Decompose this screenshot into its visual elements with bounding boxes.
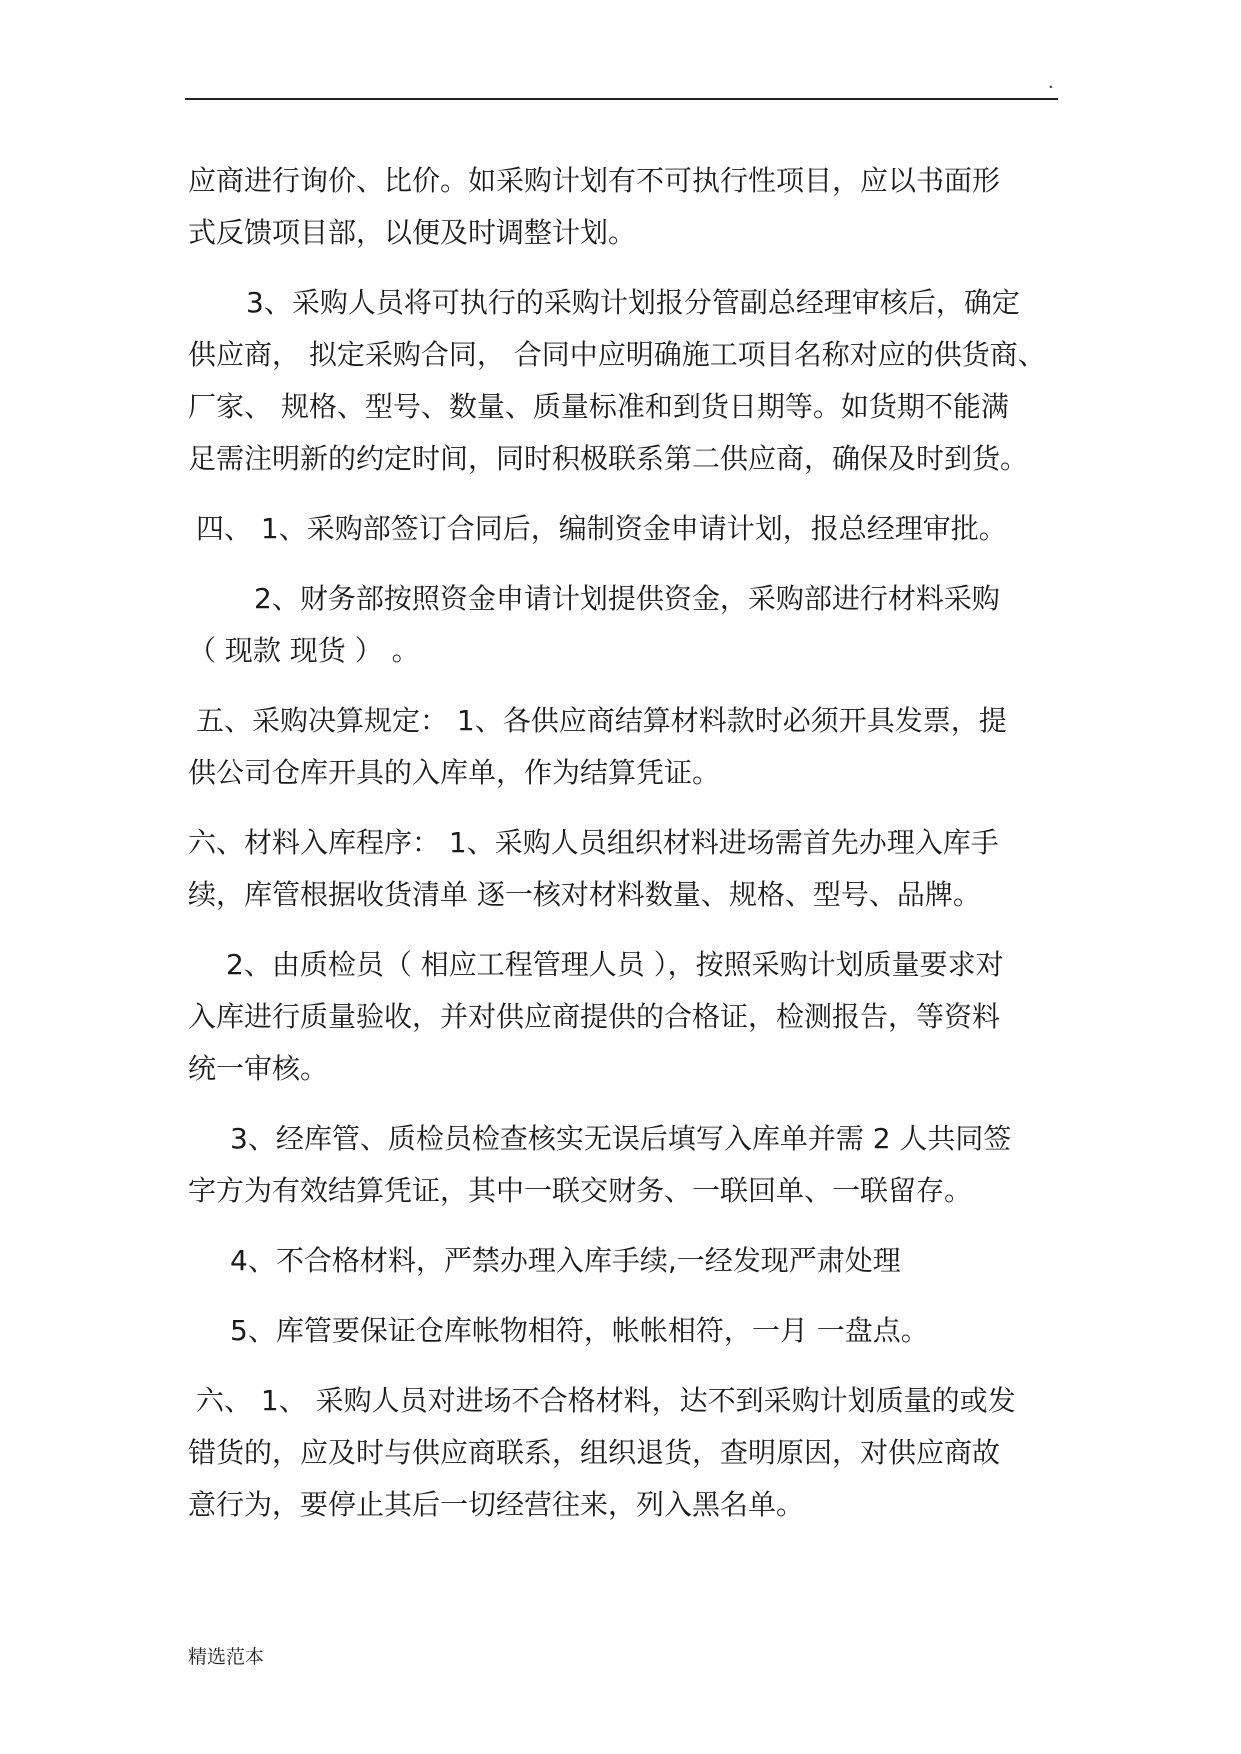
paragraph [188, 939, 1088, 1095]
paragraph-line: 入库进行质量验收，并对供应商提供的合格证，检测报告，等资料 [188, 1000, 1001, 1033]
paragraph [188, 573, 1088, 677]
paragraph [188, 155, 1088, 259]
header-mark: . [1048, 72, 1054, 93]
paragraph-line: 意行为，要停止其后一切经营往来，列入黑名单。 [188, 1488, 805, 1521]
footer-text: 精选范本 [188, 1646, 265, 1668]
paragraph-line: 五、采购决算规定： 1、各供应商结算材料款时必须开具发票，提 [196, 704, 1007, 737]
paragraph-line: 5、库管要保证仓库帐物相符，帐帐相符，一月 一盘点。 [230, 1314, 929, 1347]
document-body [188, 155, 1088, 1549]
paragraph-line: 3、采购人员将可执行的采购计划报分管副总经理审核后，确定 [246, 286, 1020, 319]
paragraph [188, 503, 1088, 555]
paragraph-line: 2、财务部按照资金申请计划提供资金，采购部进行材料采购 [254, 582, 1000, 615]
paragraph-line: 统一审核。 [188, 1052, 329, 1085]
paragraph-line: 式反馈项目部，以便及时调整计划。 [188, 216, 637, 249]
paragraph-line: 供公司仓库开具的入库单，作为结算凭证。 [188, 756, 721, 789]
paragraph-line: 四、 1、采购部签订合同后，编制资金申请计划，报总经理审批。 [196, 512, 1007, 545]
paragraph-line: 六、 1、 采购人员对进场不合格材料，达不到采购计划质量的或发 [196, 1384, 1016, 1417]
paragraph-line: 字方为有效结算凭证，其中一联交财务、一联回单、一联留存。 [188, 1174, 973, 1207]
paragraph [188, 277, 1088, 485]
paragraph-line: 4、不合格材料，严禁办理入库手续,一经发现严肃处理 [230, 1244, 901, 1277]
paragraph [188, 1375, 1088, 1531]
paragraph [188, 1235, 1088, 1287]
paragraph-line: 3、经库管、质检员检查核实无误后填写入库单并需 2 人共同签 [230, 1122, 1012, 1155]
paragraph [188, 1305, 1088, 1357]
paragraph-line: 厂家、 规格、型号、数量、质量标准和到货日期等。如货期不能满 [188, 390, 1009, 423]
paragraph [188, 817, 1088, 921]
paragraph-line: 错货的，应及时与供应商联系，组织退货，查明原因，对供应商故 [188, 1436, 1001, 1469]
paragraph-line: 2、由质检员（ 相应工程管理人员 ），按照采购计划质量要求对 [226, 948, 1004, 981]
paragraph [188, 695, 1088, 799]
paragraph-line: 六、材料入库程序： 1、采购人员组织材料进场需首先办理入库手 [188, 826, 999, 859]
paragraph-line: 供应商， 拟定采购合同， 合同中应明确施工项目名称对应的供货商、 [188, 338, 1046, 371]
paragraph [188, 1113, 1088, 1217]
paragraph-line: 续，库管根据收货清单 逐一核对材料数量、规格、型号、品牌。 [188, 878, 981, 911]
header-rule [185, 98, 1058, 100]
paragraph-line: （ 现款 现货 ） 。 [188, 634, 420, 667]
paragraph-line: 应商进行询价、比价。如采购计划有不可执行性项目，应以书面形 [188, 164, 1001, 197]
paragraph-line: 足需注明新的约定时间，同时积极联系第二供应商，确保及时到货。 [188, 442, 1029, 475]
